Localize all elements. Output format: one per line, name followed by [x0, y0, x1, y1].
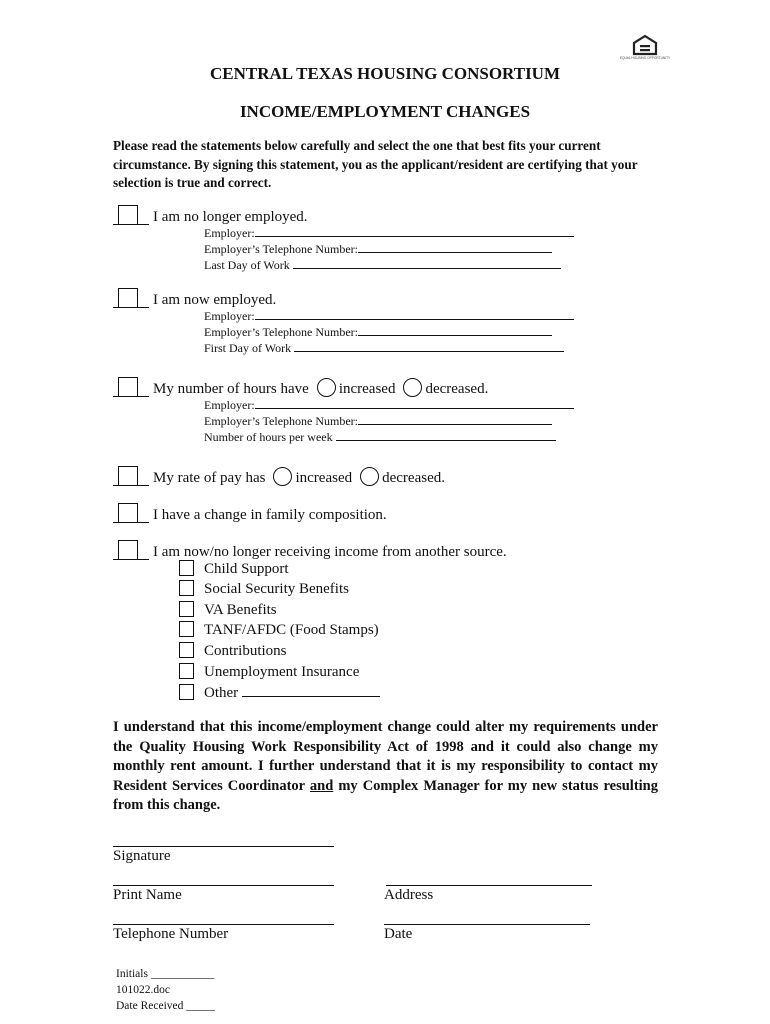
equal-housing-logo: [619, 34, 671, 64]
logo-caption: EQUAL HOUSING OPPORTUNITY: [619, 56, 671, 60]
option-checkbox[interactable]: [113, 465, 149, 486]
option-hours-changed[interactable]: My number of hours have increased decreased.: [113, 376, 488, 398]
option-other-income[interactable]: [113, 539, 507, 561]
decreased-radio[interactable]: [403, 378, 422, 397]
option-label: I am no longer employed.: [153, 209, 308, 225]
employer-field-3[interactable]: Employer:: [204, 397, 574, 414]
option-checkbox[interactable]: [113, 539, 149, 560]
telephone-line[interactable]: [113, 924, 334, 925]
increased-radio[interactable]: [317, 378, 336, 397]
source-tanf[interactable]: TANF/AFDC (Food Stamps): [179, 621, 379, 639]
telephone-label: Telephone Number: [113, 926, 229, 942]
option-label: I am now employed.: [153, 292, 277, 308]
source-checkbox[interactable]: [179, 560, 194, 576]
option-checkbox[interactable]: [113, 376, 149, 397]
increased-radio[interactable]: [273, 467, 292, 486]
option-checkbox[interactable]: [113, 204, 149, 225]
address-label: Address: [384, 887, 434, 903]
employer-phone-field-1[interactable]: Employer’s Telephone Number:: [204, 241, 552, 258]
source-checkbox[interactable]: [179, 580, 194, 596]
employer-field-1[interactable]: Employer:: [204, 225, 574, 242]
option-pay-changed[interactable]: My rate of pay has increased decreased.: [113, 465, 445, 487]
hours-per-week-field[interactable]: Number of hours per week: [204, 429, 556, 446]
statement-underlined: and: [309, 777, 334, 794]
option-no-longer-employed[interactable]: [113, 204, 308, 226]
source-social-security[interactable]: Social Security Benefits: [179, 580, 349, 598]
footer-doc-id: 101022.doc: [116, 984, 170, 996]
option-checkbox[interactable]: [113, 502, 149, 523]
intro-text: Please read the statements below carefully and select the one that best fits your current circumstance. By signing this statement, you as the applicant/resident are certifying that your selection is true and correct.: [113, 138, 638, 190]
source-child-support[interactable]: Child Support: [179, 560, 289, 578]
option-label: My rate of pay has: [153, 470, 266, 486]
source-va-benefits[interactable]: VA Benefits: [179, 601, 277, 619]
date-label: Date: [384, 926, 413, 942]
option-checkbox[interactable]: [113, 287, 149, 308]
org-title: CENTRAL TEXAS HOUSING CONSORTIUM: [209, 64, 561, 83]
date-line[interactable]: [384, 924, 590, 925]
print-name-label: Print Name: [113, 887, 182, 903]
decreased-radio[interactable]: [360, 467, 379, 486]
employer-field-2[interactable]: Employer:: [204, 308, 574, 325]
statement-paragraph: I understand that this income/employment change could alter my requirements under the Quality Housing Work Responsibility Act of 1998 and it could also change my monthly rent amount. I further understand that it is my responsibility to contact my Resident Services Coordinator and my Complex Manager for my new status resulting from this change.: [113, 719, 658, 814]
last-day-field[interactable]: Last Day of Work: [204, 257, 561, 274]
source-checkbox[interactable]: [179, 663, 194, 679]
source-unemployment[interactable]: Unemployment Insurance: [179, 663, 359, 681]
source-checkbox[interactable]: [179, 601, 194, 617]
source-other[interactable]: Other: [179, 683, 380, 702]
option-label: I am now/no longer receiving income from another source.: [153, 544, 507, 560]
employer-phone-field-2[interactable]: Employer’s Telephone Number:: [204, 324, 552, 341]
footer-initials: Initials ___________: [116, 968, 215, 980]
option-family-change[interactable]: [113, 502, 387, 524]
option-now-employed[interactable]: [113, 287, 276, 309]
first-day-field[interactable]: First Day of Work: [204, 340, 564, 357]
form-title: INCOME/EMPLOYMENT CHANGES: [239, 102, 531, 121]
option-label: My number of hours have: [153, 381, 309, 397]
signature-label: Signature: [113, 848, 171, 864]
footer-date-received: Date Received _____: [116, 1000, 215, 1012]
source-checkbox[interactable]: [179, 642, 194, 658]
option-label: I have a change in family composition.: [153, 507, 387, 523]
source-checkbox[interactable]: [179, 621, 194, 637]
employer-phone-field-3[interactable]: Employer’s Telephone Number:: [204, 413, 552, 430]
print-name-line[interactable]: [113, 885, 334, 886]
signature-line[interactable]: [113, 846, 334, 847]
source-contributions[interactable]: Contributions: [179, 642, 287, 660]
source-checkbox[interactable]: [179, 684, 194, 700]
address-line[interactable]: [386, 885, 592, 886]
